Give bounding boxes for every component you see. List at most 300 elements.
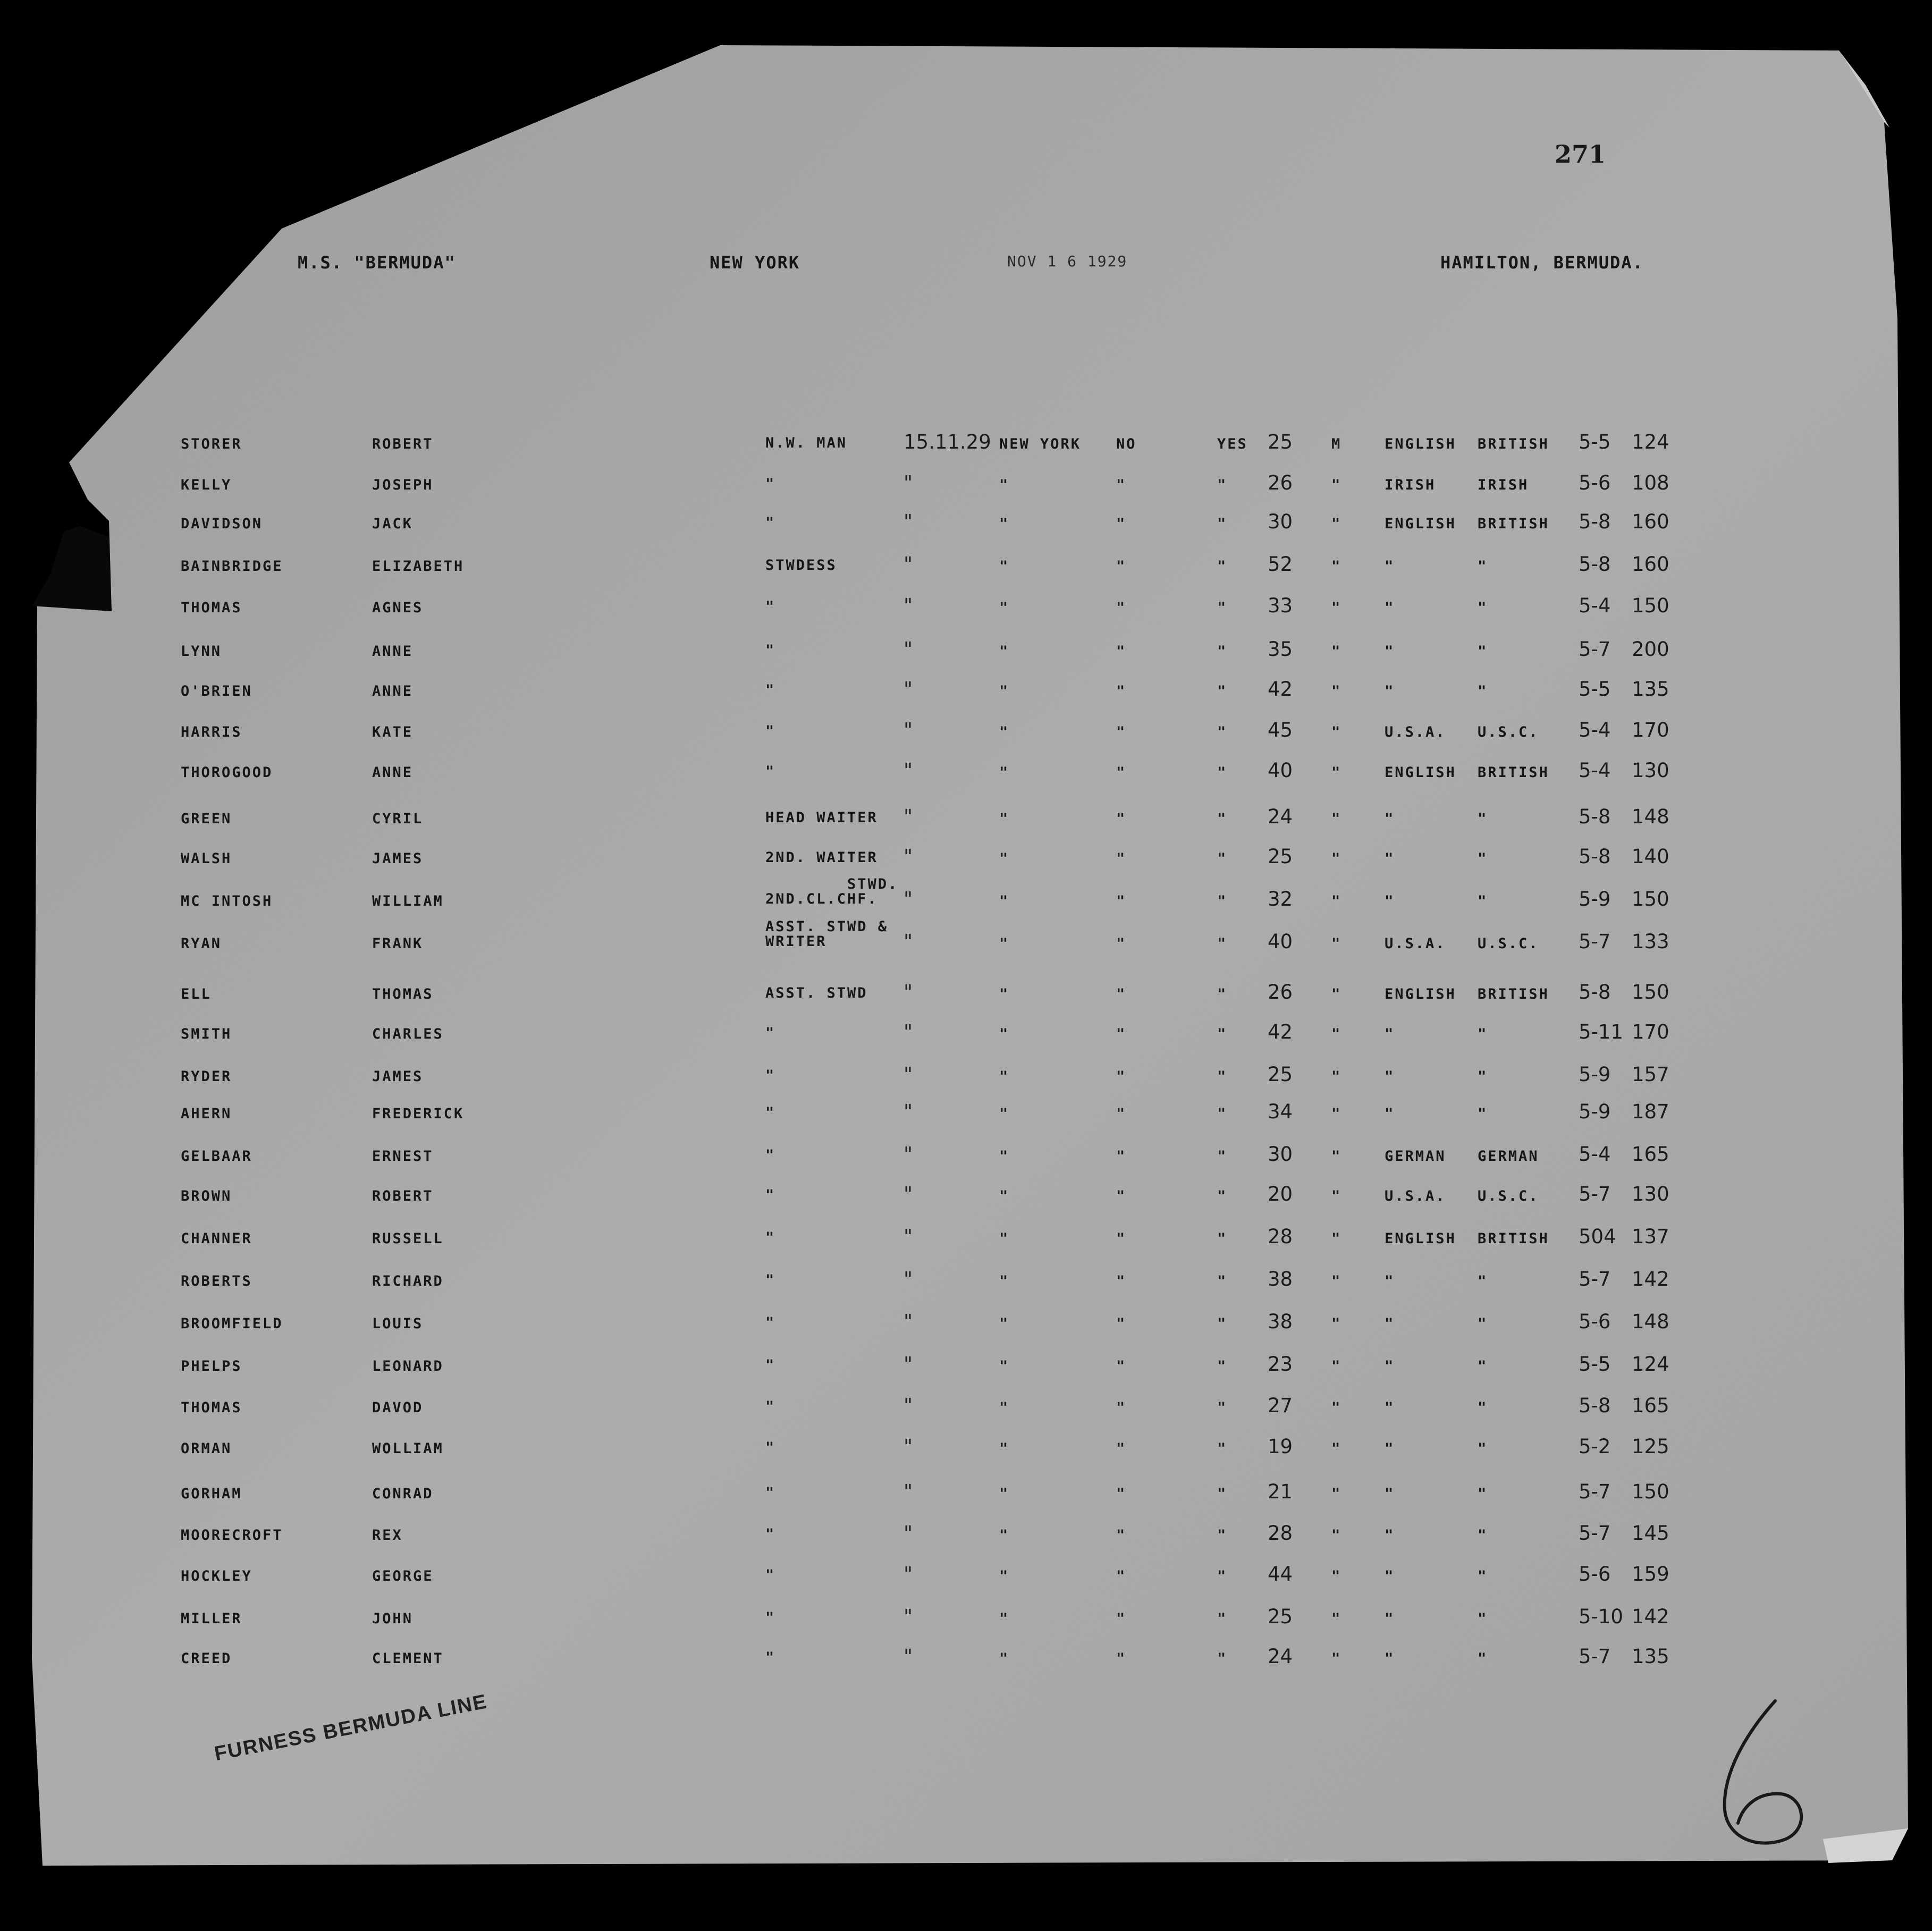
cell-height: 5-5 [1579, 1353, 1611, 1376]
cell-weight: 157 [1632, 1063, 1669, 1086]
cell-no-column: " [1116, 1358, 1127, 1375]
cell-surname: ORMAN [181, 1440, 232, 1457]
cell-occupation: " [765, 642, 776, 659]
cell-yes-column: " [1217, 1650, 1228, 1667]
cell-race: " [1385, 1650, 1395, 1667]
cell-sex: " [1331, 1527, 1342, 1544]
cell-nationality: U.S.C. [1478, 935, 1539, 952]
cell-no-column: NO [1116, 436, 1137, 452]
arrival-port: HAMILTON, BERMUDA. [1440, 252, 1644, 273]
cell-no-column: " [1116, 724, 1127, 740]
cell-sex: " [1331, 724, 1342, 740]
cell-given-name: ELIZABETH [372, 558, 465, 575]
cell-nationality: " [1478, 683, 1488, 699]
cell-weight: 200 [1632, 638, 1669, 661]
cell-no-column: " [1116, 1486, 1127, 1502]
cell-engagement-place: " [999, 850, 1010, 867]
cell-occupation: " [765, 682, 776, 698]
cell-nationality: U.S.C. [1478, 1188, 1539, 1204]
cell-weight: 125 [1632, 1435, 1669, 1458]
cell-engagement-date: " [904, 1394, 913, 1417]
cell-no-column: " [1116, 1568, 1127, 1584]
cell-weight: 135 [1632, 678, 1669, 701]
cell-weight: 130 [1632, 1183, 1669, 1205]
table-row [0, 1225, 1932, 1262]
table-row [0, 471, 1932, 509]
cell-given-name: FRANK [372, 935, 424, 952]
cell-weight: 148 [1632, 805, 1669, 828]
cell-sex: " [1331, 1106, 1342, 1122]
cell-engagement-date: " [904, 471, 913, 494]
cell-surname: RYAN [181, 935, 222, 952]
cell-engagement-place: " [999, 477, 1010, 493]
table-row [0, 1563, 1932, 1600]
cell-engagement-place: " [999, 1527, 1010, 1544]
cell-no-column: " [1116, 643, 1127, 660]
cell-weight: 150 [1632, 981, 1669, 1004]
cell-occupation: 2ND. WAITER [765, 849, 878, 866]
cell-engagement-place: " [999, 724, 1010, 740]
cell-height: 5-9 [1579, 1100, 1611, 1123]
cell-yes-column: YES [1217, 436, 1248, 452]
cell-height: 5-4 [1579, 759, 1611, 782]
cell-engagement-date: " [904, 1522, 913, 1545]
cell-weight: 124 [1632, 431, 1669, 453]
cell-age: 24 [1268, 805, 1293, 828]
table-row [0, 1021, 1932, 1058]
cell-engagement-date: " [904, 1480, 913, 1503]
cell-engagement-date: " [904, 888, 913, 910]
cell-surname: BROOMFIELD [181, 1316, 283, 1332]
cell-height: 5-6 [1579, 1563, 1611, 1586]
cell-race: " [1385, 558, 1395, 575]
cell-sex: " [1331, 683, 1342, 699]
cell-age: 19 [1268, 1435, 1293, 1458]
cell-engagement-date: " [904, 759, 913, 782]
cell-no-column: " [1116, 1440, 1127, 1457]
cell-no-column: " [1116, 1273, 1127, 1289]
cell-sex: " [1331, 1026, 1342, 1042]
cell-race: " [1385, 1568, 1395, 1584]
table-row [0, 876, 1932, 925]
cell-engagement-date: " [904, 1100, 913, 1123]
cell-race: " [1385, 683, 1395, 699]
cell-no-column: " [1116, 516, 1127, 532]
cell-engagement-date: " [904, 553, 913, 576]
departure-port: NEW YORK [710, 252, 800, 273]
cell-yes-column: " [1217, 811, 1228, 827]
cell-engagement-place: " [999, 683, 1010, 699]
table-row [0, 845, 1932, 882]
cell-engagement-place: " [999, 558, 1010, 575]
cell-age: 28 [1268, 1225, 1293, 1248]
cell-height: 5-7 [1579, 638, 1611, 661]
cell-surname: THOMAS [181, 1399, 242, 1416]
cell-engagement-date: " [904, 981, 913, 1004]
cell-weight: 187 [1632, 1100, 1669, 1123]
cell-race: " [1385, 1316, 1395, 1332]
cell-yes-column: " [1217, 1068, 1228, 1085]
cell-given-name: CHARLES [372, 1026, 444, 1042]
cell-nationality: " [1478, 1440, 1488, 1457]
cell-sex: " [1331, 1568, 1342, 1584]
cell-sex: " [1331, 986, 1342, 1002]
cell-age: 33 [1268, 594, 1293, 617]
cell-race: U.S.A. [1385, 724, 1446, 740]
cell-occupation: " [765, 1104, 776, 1121]
cell-surname: GELBAAR [181, 1148, 252, 1165]
cell-engagement-date: " [904, 1021, 913, 1043]
cell-nationality: " [1478, 1399, 1488, 1416]
table-row [0, 1063, 1932, 1100]
cell-height: 5-8 [1579, 845, 1611, 868]
cell-engagement-place: " [999, 1316, 1010, 1332]
cell-race: ENGLISH [1385, 1230, 1456, 1247]
cell-yes-column: " [1217, 724, 1228, 740]
cell-occupation: STWD. 2ND.CL.CHF. [765, 876, 899, 907]
cell-engagement-place: " [999, 1440, 1010, 1457]
cell-no-column: " [1116, 1188, 1127, 1204]
cell-weight: 165 [1632, 1394, 1669, 1417]
cell-no-column: " [1116, 986, 1127, 1002]
table-row [0, 1310, 1932, 1347]
cell-height: 5-4 [1579, 1143, 1611, 1166]
table-row [0, 1268, 1932, 1305]
cell-surname: ROBERTS [181, 1273, 252, 1289]
cell-weight: 150 [1632, 1480, 1669, 1503]
cell-yes-column: " [1217, 1316, 1228, 1332]
cell-yes-column: " [1217, 1358, 1228, 1375]
cell-weight: 165 [1632, 1143, 1669, 1166]
cell-yes-column: " [1217, 643, 1228, 660]
cell-height: 5-4 [1579, 594, 1611, 617]
cell-surname: ELL [181, 986, 212, 1002]
cell-race: ENGLISH [1385, 986, 1456, 1002]
cell-surname: GORHAM [181, 1486, 242, 1502]
cell-surname: AHERN [181, 1106, 232, 1122]
table-row [0, 1394, 1932, 1431]
cell-race: " [1385, 850, 1395, 867]
cell-surname: DAVIDSON [181, 516, 263, 532]
cell-occupation: " [765, 1272, 776, 1288]
cell-surname: GREEN [181, 811, 232, 827]
cell-sex: " [1331, 516, 1342, 532]
cell-no-column: " [1116, 893, 1127, 909]
cell-race: " [1385, 600, 1395, 616]
cell-yes-column: " [1217, 1230, 1228, 1247]
cell-surname: O'BRIEN [181, 683, 252, 699]
table-row [0, 719, 1932, 756]
cell-age: 40 [1268, 930, 1293, 953]
cell-age: 35 [1268, 638, 1293, 661]
cell-engagement-date: " [904, 638, 913, 661]
cell-age: 21 [1268, 1480, 1293, 1503]
cell-yes-column: " [1217, 1568, 1228, 1584]
cell-nationality: " [1478, 1316, 1488, 1332]
cell-race: " [1385, 1273, 1395, 1289]
cell-nationality: " [1478, 600, 1488, 616]
cell-weight: 137 [1632, 1225, 1669, 1248]
cell-given-name: REX [372, 1527, 403, 1544]
cell-engagement-place: " [999, 1148, 1010, 1165]
cell-weight: 135 [1632, 1645, 1669, 1668]
cell-engagement-place: " [999, 986, 1010, 1002]
cell-surname: HOCKLEY [181, 1568, 252, 1584]
cell-age: 38 [1268, 1310, 1293, 1333]
cell-occupation: STWDESS [765, 557, 837, 574]
cell-height: 5-5 [1579, 678, 1611, 701]
table-row [0, 553, 1932, 590]
cell-engagement-date: " [904, 1225, 913, 1248]
cell-weight: 150 [1632, 594, 1669, 617]
cell-race: " [1385, 1440, 1395, 1457]
cell-height: 5-11 [1579, 1021, 1623, 1043]
ship-name: M.S. "BERMUDA" [298, 252, 456, 273]
cell-engagement-date: " [904, 1143, 913, 1166]
cell-age: 30 [1268, 1143, 1293, 1166]
cell-occupation: " [765, 723, 776, 739]
cell-given-name: KATE [372, 724, 414, 740]
cell-engagement-place: " [999, 1188, 1010, 1204]
cell-engagement-place: " [999, 643, 1010, 660]
cell-yes-column: " [1217, 935, 1228, 952]
cell-occupation: " [765, 1526, 776, 1542]
cell-race: ENGLISH [1385, 516, 1456, 532]
cell-height: 5-9 [1579, 888, 1611, 910]
table-row [0, 981, 1932, 1018]
cell-age: 26 [1268, 471, 1293, 494]
cell-nationality: " [1478, 811, 1488, 827]
cell-age: 24 [1268, 1645, 1293, 1668]
cell-nationality: " [1478, 1068, 1488, 1085]
cell-given-name: ANNE [372, 683, 414, 699]
cell-surname: WALSH [181, 850, 232, 867]
cell-sex: " [1331, 1486, 1342, 1502]
cell-engagement-place: " [999, 1568, 1010, 1584]
table-row [0, 759, 1932, 796]
cell-yes-column: " [1217, 477, 1228, 493]
cell-nationality: " [1478, 1026, 1488, 1042]
cell-yes-column: " [1217, 516, 1228, 532]
cell-race: " [1385, 1399, 1395, 1416]
cell-height: 5-7 [1579, 1183, 1611, 1205]
cell-occupation: " [765, 476, 776, 492]
cell-yes-column: " [1217, 1188, 1228, 1204]
cell-nationality: " [1478, 893, 1488, 909]
cell-sex: " [1331, 1230, 1342, 1247]
cell-height: 5-8 [1579, 553, 1611, 576]
cell-no-column: " [1116, 764, 1127, 781]
cell-nationality: " [1478, 1486, 1488, 1502]
cell-height: 5-5 [1579, 431, 1611, 453]
table-row [0, 1100, 1932, 1137]
cell-height: 5-7 [1579, 1480, 1611, 1503]
cell-age: 30 [1268, 510, 1293, 533]
cell-race: ENGLISH [1385, 436, 1456, 452]
cell-race: " [1385, 893, 1395, 909]
cell-weight: 140 [1632, 845, 1669, 868]
cell-engagement-place: " [999, 516, 1010, 532]
cell-surname: PHELPS [181, 1358, 242, 1375]
cell-given-name: JAMES [372, 1068, 424, 1085]
cell-no-column: " [1116, 1316, 1127, 1332]
cell-yes-column: " [1217, 558, 1228, 575]
table-row [0, 1143, 1932, 1180]
cell-engagement-date: " [904, 1605, 913, 1628]
cell-engagement-date: " [904, 678, 913, 701]
cell-nationality: " [1478, 1650, 1488, 1667]
cell-sex: " [1331, 1399, 1342, 1416]
cell-occupation: " [765, 1314, 776, 1331]
cell-engagement-place: " [999, 1358, 1010, 1375]
cell-sex: " [1331, 764, 1342, 781]
cell-occupation: " [765, 1567, 776, 1583]
cell-weight: 148 [1632, 1310, 1669, 1333]
cell-yes-column: " [1217, 1486, 1228, 1502]
cell-yes-column: " [1217, 850, 1228, 867]
cell-yes-column: " [1217, 1440, 1228, 1457]
cell-yes-column: " [1217, 1106, 1228, 1122]
cell-height: 5-7 [1579, 930, 1611, 953]
cell-occupation: " [765, 1147, 776, 1163]
cell-surname: KELLY [181, 477, 232, 493]
cell-no-column: " [1116, 1650, 1127, 1667]
cell-engagement-date: " [904, 1063, 913, 1086]
cell-occupation: " [765, 1439, 776, 1456]
cell-age: 25 [1268, 431, 1293, 453]
cell-given-name: GEORGE [372, 1568, 434, 1584]
cell-engagement-date: " [904, 1645, 913, 1668]
cell-sex: " [1331, 643, 1342, 660]
cell-given-name: WILLIAM [372, 893, 444, 909]
cell-sex: " [1331, 1440, 1342, 1457]
cell-occupation: ASST. STWD [765, 985, 868, 1001]
cell-nationality: " [1478, 1568, 1488, 1584]
cell-engagement-place: " [999, 811, 1010, 827]
page-number: 271 [1555, 140, 1606, 168]
cell-weight: 108 [1632, 471, 1669, 494]
cell-no-column: " [1116, 1026, 1127, 1042]
table-row [0, 1353, 1932, 1390]
cell-given-name: LEONARD [372, 1358, 444, 1375]
cell-given-name: JACK [372, 516, 414, 532]
table-row [0, 1605, 1932, 1642]
cell-race: " [1385, 1026, 1395, 1042]
cell-race: " [1385, 811, 1395, 827]
cell-sex: " [1331, 850, 1342, 867]
cell-occupation: " [765, 763, 776, 780]
cell-race: ENGLISH [1385, 764, 1456, 781]
cell-engagement-place: " [999, 1026, 1010, 1042]
table-row [0, 918, 1932, 967]
cell-sex: " [1331, 1273, 1342, 1289]
cell-surname: MILLER [181, 1610, 242, 1627]
cell-given-name: JOHN [372, 1610, 414, 1627]
cell-engagement-place: " [999, 1273, 1010, 1289]
cell-no-column: " [1116, 477, 1127, 493]
cell-height: 5-4 [1579, 719, 1611, 741]
cell-nationality: GERMAN [1478, 1148, 1539, 1165]
cell-no-column: " [1116, 1148, 1127, 1165]
cell-surname: BAINBRIDGE [181, 558, 283, 575]
cell-occupation: " [765, 1229, 776, 1246]
cell-weight: 142 [1632, 1605, 1669, 1628]
cell-race: " [1385, 1068, 1395, 1085]
cell-occupation: " [765, 1649, 776, 1666]
cell-engagement-place: " [999, 935, 1010, 952]
cell-age: 42 [1268, 678, 1293, 701]
cell-yes-column: " [1217, 600, 1228, 616]
cell-age: 45 [1268, 719, 1293, 741]
cell-nationality: " [1478, 1527, 1488, 1544]
cell-height: 5-6 [1579, 1310, 1611, 1333]
cell-given-name: ANNE [372, 764, 414, 781]
cell-engagement-place: NEW YORK [999, 436, 1082, 452]
cell-nationality: BRITISH [1478, 516, 1549, 532]
cell-engagement-place: " [999, 1650, 1010, 1667]
cell-engagement-place: " [999, 1230, 1010, 1247]
cell-height: 5-8 [1579, 1394, 1611, 1417]
cell-occupation: " [765, 1067, 776, 1084]
cell-age: 34 [1268, 1100, 1293, 1123]
cell-sex: " [1331, 1650, 1342, 1667]
cell-given-name: CYRIL [372, 811, 424, 827]
cell-occupation: " [765, 1398, 776, 1415]
cell-no-column: " [1116, 558, 1127, 575]
cell-race: " [1385, 1486, 1395, 1502]
cell-no-column: " [1116, 935, 1127, 952]
cell-no-column: " [1116, 1068, 1127, 1085]
cell-age: 38 [1268, 1268, 1293, 1291]
cell-given-name: AGNES [372, 600, 424, 616]
cell-engagement-date: " [904, 1353, 913, 1376]
cell-nationality: IRISH [1478, 477, 1529, 493]
cell-age: 27 [1268, 1394, 1293, 1417]
cell-race: " [1385, 1358, 1395, 1375]
cell-age: 20 [1268, 1183, 1293, 1205]
cell-race: " [1385, 643, 1395, 660]
cell-surname: CHANNER [181, 1230, 252, 1247]
cell-age: 42 [1268, 1021, 1293, 1043]
cell-engagement-date: " [904, 930, 913, 953]
table-row [0, 805, 1932, 842]
cell-engagement-date: " [904, 1563, 913, 1586]
cell-weight: 145 [1632, 1522, 1669, 1545]
cell-occupation: " [765, 1485, 776, 1501]
cell-weight: 124 [1632, 1353, 1669, 1376]
cell-age: 40 [1268, 759, 1293, 782]
cell-nationality: " [1478, 1106, 1488, 1122]
cell-engagement-place: " [999, 1610, 1010, 1627]
cell-given-name: JOSEPH [372, 477, 434, 493]
cell-no-column: " [1116, 1399, 1127, 1416]
cell-height: 5-7 [1579, 1645, 1611, 1668]
cell-age: 32 [1268, 888, 1293, 910]
cell-occupation: " [765, 1609, 776, 1626]
cell-nationality: BRITISH [1478, 1230, 1549, 1247]
cell-age: 25 [1268, 1063, 1293, 1086]
cell-height: 5-7 [1579, 1268, 1611, 1291]
cell-sex: " [1331, 893, 1342, 909]
cell-sex: " [1331, 558, 1342, 575]
cell-yes-column: " [1217, 1527, 1228, 1544]
cell-engagement-date: " [904, 1435, 913, 1458]
cell-height: 5-6 [1579, 471, 1611, 494]
cell-nationality: BRITISH [1478, 436, 1549, 452]
cell-height: 5-8 [1579, 805, 1611, 828]
cell-age: 25 [1268, 845, 1293, 868]
cell-weight: 170 [1632, 1021, 1669, 1043]
